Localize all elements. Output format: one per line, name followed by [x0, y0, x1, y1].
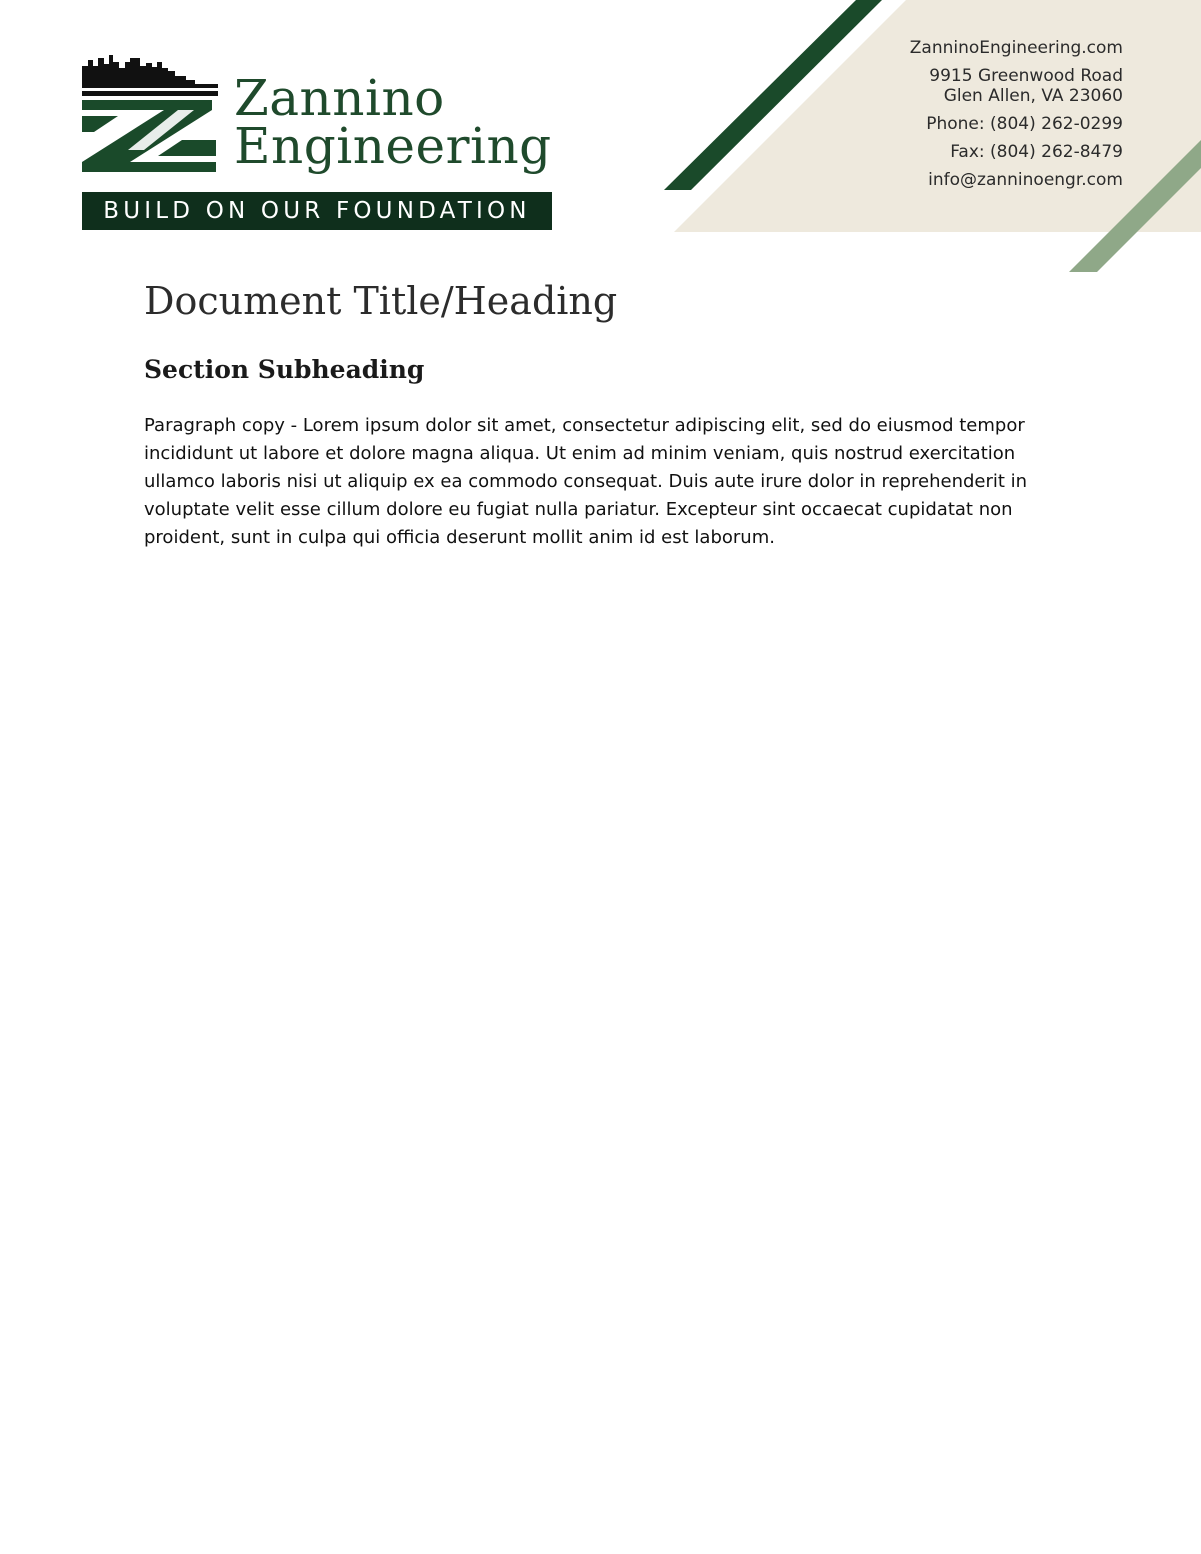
phone-number: Phone: (804) 262-0299	[926, 114, 1123, 134]
address-line1: 9915 Greenwood Road	[929, 66, 1123, 86]
website-link[interactable]: ZanninoEngineering.com	[909, 38, 1123, 58]
address-line2: Glen Allen, VA 23060	[943, 86, 1123, 106]
tagline-text: BUILD ON OUR FOUNDATION	[103, 198, 531, 224]
logo-mark	[82, 54, 220, 176]
company-name-line2: Engineering	[234, 117, 552, 175]
paragraph-copy: Paragraph copy - Lorem ipsum dolor sit amet, consectetur adipiscing elit, sed do eiusmod tempor incididunt ut labore et dolore magna aliqua. Ut enim ad minim veniam, quis nostrud exercitation ullamco laboris nisi ut aliquip ex ea commodo consequat. Duis aute irure dolor in reprehenderit in voluptate velit esse cillum dolore eu fugiat nulla pariatur. Excepteur sint occaecat cupidatat non proident, sunt in culpa qui officia deserunt mollit anim id est laborum.	[144, 415, 1028, 548]
email-link[interactable]: info@zanninoengr.com	[928, 170, 1123, 190]
section-subheading: Section Subheading	[144, 355, 425, 384]
tagline-banner	[82, 192, 552, 230]
fax-number: Fax: (804) 262-8479	[950, 142, 1123, 162]
document-title: Document Title/Heading	[144, 279, 618, 323]
company-name-line1: Zannino	[234, 69, 445, 127]
city-skyline-z-logo-icon	[82, 54, 220, 176]
contact-block	[910, 38, 1123, 190]
company-logotype	[234, 69, 552, 175]
